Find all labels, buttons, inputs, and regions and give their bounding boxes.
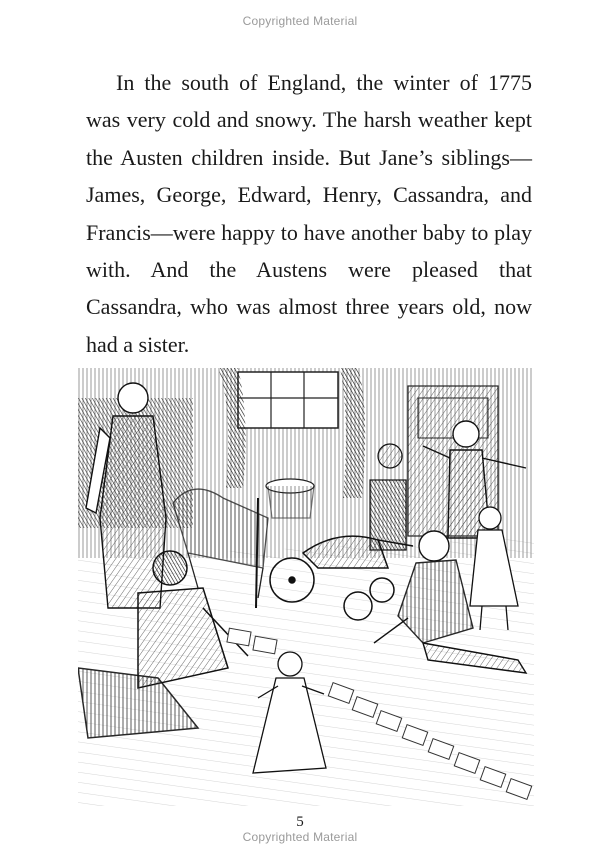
watermark-bottom: Copyrighted Material xyxy=(242,830,358,844)
body-paragraph-text: In the south of England, the winter of 1775 was very cold and snowy. The harsh weather kept the Austen children inside. But Jane’s siblings—James, George, Edward, Henry, Cassandra, and Francis—were happy to have another baby to play with. And the Austens were pleased that Cassandra, who was almost three years old, now had a sister. xyxy=(86,70,532,357)
page-number: 5 xyxy=(296,814,304,830)
watermark-top: Copyrighted Material xyxy=(242,14,358,28)
side-table xyxy=(266,479,314,518)
body-paragraph xyxy=(86,64,532,363)
window xyxy=(238,372,338,428)
illustration-nursery-scene xyxy=(78,368,534,806)
